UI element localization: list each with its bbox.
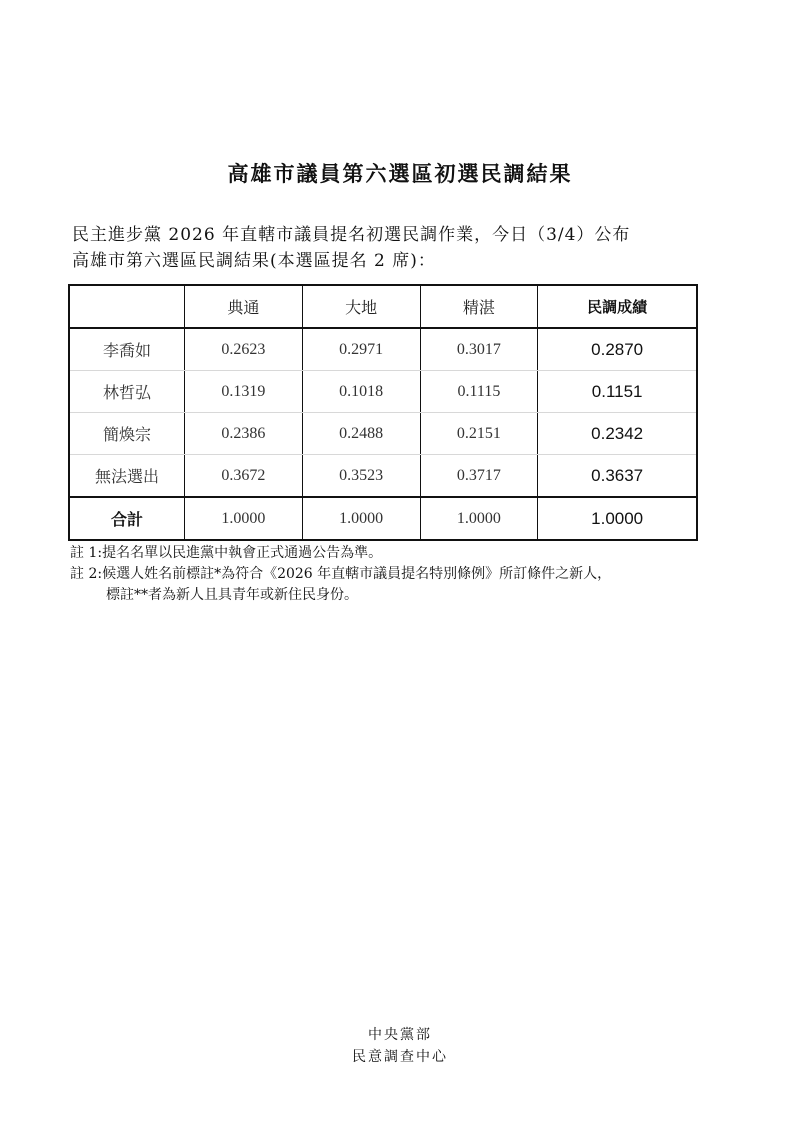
table-row <box>69 328 697 371</box>
header-blank <box>69 285 185 328</box>
header-poll-score: 民調成績 <box>538 285 697 328</box>
intro-line-1: 民主進步黨 2026 年直轄市議員提名初選民調作業，今日（3/4）公布 <box>72 225 631 245</box>
table-row <box>69 455 697 498</box>
value-cell: 0.2623 <box>185 328 303 371</box>
value-cell: 0.2386 <box>185 413 303 455</box>
value-cell: 0.1319 <box>185 371 303 413</box>
score-cell: 0.2342 <box>538 413 697 455</box>
score-cell: 0.1151 <box>538 371 697 413</box>
header-pollster-1: 典通 <box>185 285 303 328</box>
intro-line-2: 高雄市第六選區民調結果(本選區提名 2 席)： <box>72 251 436 271</box>
table-row <box>69 413 697 455</box>
candidate-name: 無法選出 <box>69 455 185 498</box>
value-cell: 0.1018 <box>302 371 420 413</box>
total-cell: 1.0000 <box>185 497 303 540</box>
total-cell: 1.0000 <box>420 497 538 540</box>
value-cell: 0.3717 <box>420 455 538 498</box>
total-label: 合計 <box>69 497 185 540</box>
total-row <box>69 497 697 540</box>
value-cell: 0.3672 <box>185 455 303 498</box>
value-cell: 0.1115 <box>420 371 538 413</box>
intro-paragraph <box>72 222 712 274</box>
note-1: 註 1:提名名單以民進黨中執會正式通過公告為準。 <box>70 545 383 561</box>
table-row <box>69 371 697 413</box>
footnotes <box>70 543 750 606</box>
issuer-line-1: 中央黨部 <box>368 1027 432 1043</box>
note-2: 註 2:候選人姓名前標註*為符合《2026 年直轄市議員提名特別條例》所訂條件之新人， <box>70 566 612 582</box>
poll-results-table <box>68 284 698 541</box>
value-cell: 0.3017 <box>420 328 538 371</box>
score-cell: 0.2870 <box>538 328 697 371</box>
issuer-signature <box>0 1024 800 1068</box>
total-cell: 1.0000 <box>302 497 420 540</box>
value-cell: 0.2151 <box>420 413 538 455</box>
score-cell: 0.3637 <box>538 455 697 498</box>
header-pollster-2: 大地 <box>302 285 420 328</box>
issuer-line-2: 民意調查中心 <box>352 1049 448 1065</box>
note-2-continued: 標註**者為新人且具青年或新住民身份。 <box>106 587 358 603</box>
candidate-name: 簡煥宗 <box>69 413 185 455</box>
candidate-name: 林哲弘 <box>69 371 185 413</box>
value-cell: 0.3523 <box>302 455 420 498</box>
value-cell: 0.2488 <box>302 413 420 455</box>
document-title: 高雄市議員第六選區初選民調結果 <box>227 161 573 186</box>
candidate-name: 李喬如 <box>69 328 185 371</box>
table-header-row <box>69 285 697 328</box>
total-score-cell: 1.0000 <box>538 497 697 540</box>
value-cell: 0.2971 <box>302 328 420 371</box>
header-pollster-3: 精湛 <box>420 285 538 328</box>
